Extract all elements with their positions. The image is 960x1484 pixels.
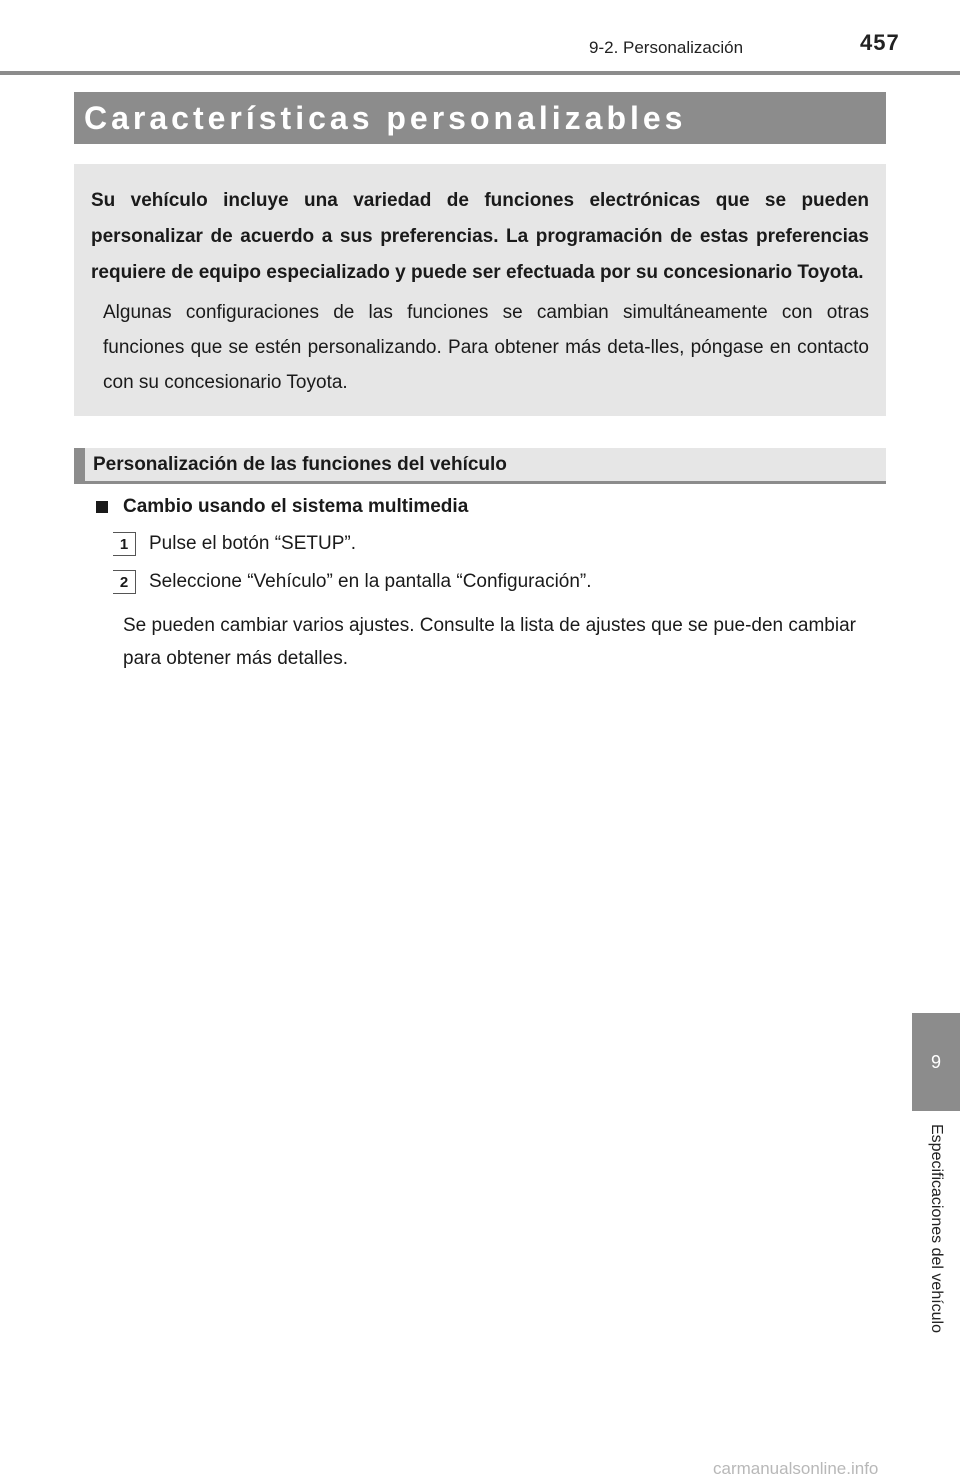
header-rule [0,71,960,75]
page-title: Características personalizables [84,99,687,136]
sub-heading-text: Cambio usando el sistema multimedia [123,496,469,517]
watermark: carmanualsonline.info [713,1459,879,1478]
chapter-tab [912,1013,960,1111]
step-text: Pulse el botón “SETUP”. [149,533,356,554]
intro-bold-text: Su vehículo incluye una variedad de funciones electrónicas que se pueden personalizar de acuerdo a sus preferencias. La programación de estas preferencias requiere de equipo especializado y puede ser efectuada por su concesionario Toyota. [91,190,869,283]
header-section: 9-2. Personalización [589,38,744,57]
square-bullet-icon [96,501,108,513]
step-text: Seleccione “Vehículo” en la pantalla “Configuración”. [149,571,592,592]
step-item [113,570,592,594]
page-number: 457 [860,30,900,55]
chapter-number: 9 [930,1051,941,1072]
intro-note: Algunas configuraciones de las funciones se cambian simultáneamente con otras funciones que se estén personalizando. Para obtener más deta-lles, póngase en contacto con su concesionario Toyota. [103,302,869,393]
chapter-label: Especificaciones del vehículo [928,1124,945,1334]
step-number: 2 [113,570,136,594]
section-heading [74,448,886,484]
title-bar [74,92,886,144]
sub-heading [96,496,468,518]
step-number: 1 [113,532,136,556]
section-heading-text: Personalización de las funciones del vehículo [93,453,507,475]
body-text: Se pueden cambiar varios ajustes. Consulte la lista de ajustes que se pue-den cambiar para obtener más detalles. [123,615,856,669]
intro-box [74,164,886,416]
step-item [113,532,356,556]
